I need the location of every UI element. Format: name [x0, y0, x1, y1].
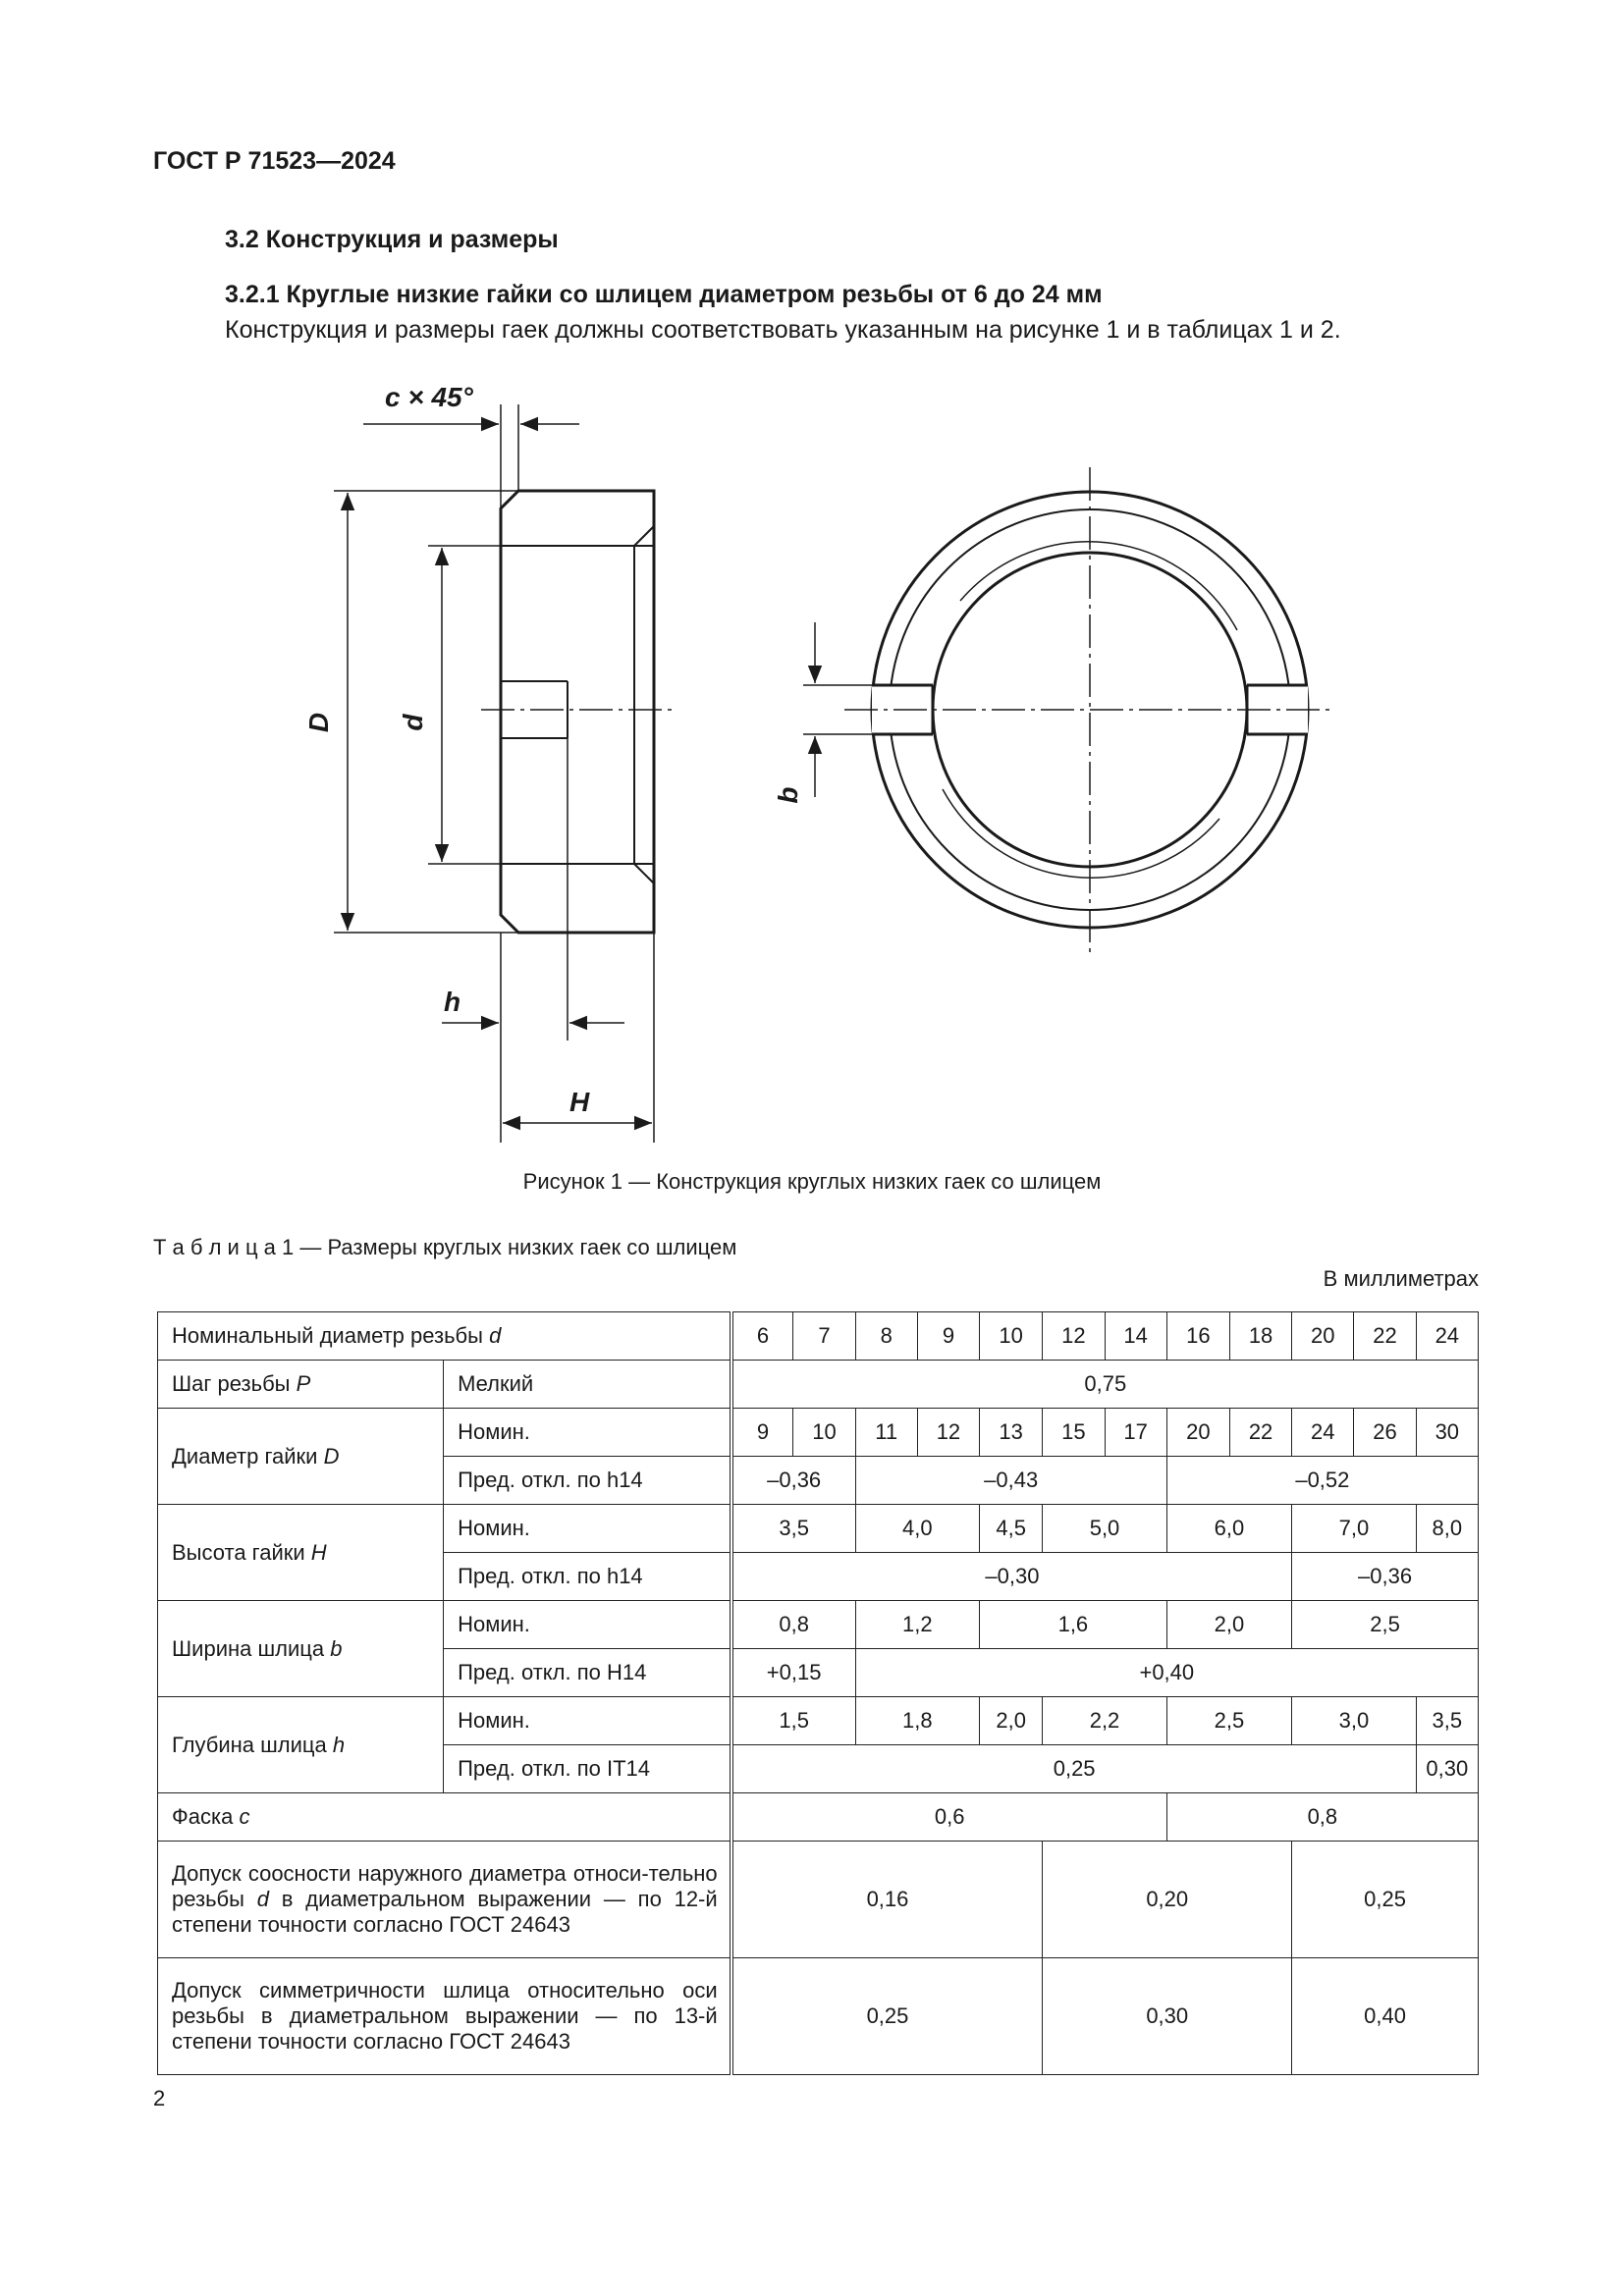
- row-sublabel: Номин.: [444, 1601, 731, 1649]
- table-cell: 8: [855, 1312, 917, 1361]
- table-cell: 30: [1416, 1409, 1478, 1457]
- table-cell: 0,30: [1043, 1958, 1292, 2075]
- table-cell: 10: [793, 1409, 855, 1457]
- table-cell: 16: [1166, 1312, 1229, 1361]
- table-cell: 2,5: [1166, 1697, 1291, 1745]
- table-cell: 7: [793, 1312, 855, 1361]
- cell-text: Высота гайки: [172, 1539, 305, 1565]
- row-h-nominal: [158, 1697, 1479, 1745]
- table-cell: 12: [1043, 1312, 1105, 1361]
- document-header: ГОСТ Р 71523—2024: [153, 147, 396, 175]
- side-view: [501, 491, 654, 933]
- table-cell: 14: [1105, 1312, 1166, 1361]
- table-cell: –0,52: [1166, 1457, 1478, 1505]
- table-cell: 3,5: [1416, 1697, 1478, 1745]
- table-cell: 5,0: [1043, 1505, 1166, 1553]
- label-D: D: [303, 712, 334, 733]
- table-cell: 0,25: [731, 1745, 1416, 1793]
- table-cell: 13: [980, 1409, 1043, 1457]
- table-cell: 1,5: [731, 1697, 855, 1745]
- table-cell: 6: [731, 1312, 793, 1361]
- figure-nut-drawing: [0, 373, 1624, 1158]
- table-cell: 1,6: [980, 1601, 1167, 1649]
- table-cell: +0,40: [855, 1649, 1478, 1697]
- variable-symbol: D: [323, 1443, 340, 1468]
- table-cell: 6,0: [1166, 1505, 1291, 1553]
- table-units: В миллиметрах: [1323, 1266, 1479, 1291]
- table-cell: +0,15: [731, 1649, 855, 1697]
- table-cell: –0,36: [1292, 1553, 1479, 1601]
- table-cell: 20: [1166, 1409, 1229, 1457]
- label-h: h: [444, 987, 461, 1017]
- table-cell: 3,5: [731, 1505, 855, 1553]
- table-cell: 11: [855, 1409, 917, 1457]
- table-cell: 0,40: [1292, 1958, 1479, 2075]
- front-view: [844, 467, 1335, 954]
- table-cell: 12: [917, 1409, 979, 1457]
- table-cell: 0,8: [731, 1601, 855, 1649]
- table-cell: 9: [917, 1312, 979, 1361]
- table-cell: 0,6: [731, 1793, 1167, 1842]
- table-cell: 24: [1416, 1312, 1478, 1361]
- table-cell: 22: [1354, 1312, 1416, 1361]
- row-pitch: [158, 1361, 1479, 1409]
- row-sublabel: Номин.: [444, 1409, 731, 1457]
- table-cell: 0,8: [1166, 1793, 1478, 1842]
- cell-text: Номинальный диаметр резьбы: [172, 1323, 483, 1348]
- row-coaxiality: [158, 1842, 1479, 1958]
- label-d: d: [398, 714, 428, 731]
- cell-text: Ширина шлица: [172, 1635, 325, 1661]
- row-sublabel: Мелкий: [444, 1361, 731, 1409]
- cell-text: Фаска: [172, 1804, 234, 1829]
- table-cell: 2,2: [1043, 1697, 1166, 1745]
- row-sublabel: Пред. откл. по H14: [444, 1649, 731, 1697]
- table-cell: 24: [1292, 1409, 1354, 1457]
- table-cell: 1,8: [855, 1697, 979, 1745]
- variable-symbol: d: [489, 1323, 502, 1348]
- cell-text: Глубина шлица: [172, 1732, 327, 1757]
- variable-symbol: P: [296, 1371, 311, 1396]
- table-cell: 18: [1229, 1312, 1291, 1361]
- table-cell: 0,20: [1043, 1842, 1292, 1958]
- row-label: [158, 1312, 731, 1361]
- table-cell: 7,0: [1292, 1505, 1416, 1553]
- label-b: b: [773, 786, 803, 804]
- table-cell: 0,75: [731, 1361, 1479, 1409]
- subsection-heading: 3.2.1 Круглые низкие гайки со шлицем диаметром резьбы от 6 до 24 мм: [225, 281, 1103, 308]
- dimensions-table: [157, 1311, 1479, 2075]
- table-cell: 3,0: [1292, 1697, 1416, 1745]
- table-cell: 8,0: [1416, 1505, 1478, 1553]
- row-D-nominal: [158, 1409, 1479, 1457]
- table-cell: 0,30: [1416, 1745, 1478, 1793]
- cell-text: Допуск соосности наружного диаметра относи-тельно резьбы: [172, 1861, 718, 1911]
- dimension-D: [334, 491, 518, 933]
- table-cell: 2,0: [1166, 1601, 1291, 1649]
- row-label: [158, 1409, 444, 1505]
- table-cell: 10: [980, 1312, 1043, 1361]
- row-symmetry: [158, 1958, 1479, 2075]
- body-paragraph: Конструкция и размеры гаек должны соответствовать указанным на рисунке 1 и в таблицах 1 и 2.: [225, 316, 1341, 344]
- table-cell: 15: [1043, 1409, 1105, 1457]
- variable-symbol: d: [256, 1887, 269, 1911]
- table-cell: 2,0: [980, 1697, 1043, 1745]
- label-chamfer: c × 45°: [385, 382, 473, 412]
- page-number: 2: [153, 2086, 166, 2110]
- dimension-chamfer: [363, 404, 579, 508]
- cell-text: Диаметр гайки: [172, 1443, 318, 1468]
- row-label: [158, 1842, 731, 1958]
- variable-symbol: h: [332, 1732, 346, 1757]
- section-heading: 3.2 Конструкция и размеры: [225, 226, 559, 253]
- table-cell: 9: [731, 1409, 793, 1457]
- row-sublabel: Пред. откл. по IT14: [444, 1745, 731, 1793]
- row-H-nominal: [158, 1505, 1479, 1553]
- table-cell: –0,30: [731, 1553, 1292, 1601]
- row-label: [158, 1361, 444, 1409]
- row-sublabel: Пред. откл. по h14: [444, 1553, 731, 1601]
- variable-symbol: c: [239, 1804, 250, 1829]
- row-sublabel: Номин.: [444, 1697, 731, 1745]
- cell-text: Шаг резьбы: [172, 1371, 291, 1396]
- table-cell: 22: [1229, 1409, 1291, 1457]
- dimension-h: [442, 738, 624, 1143]
- table-cell: 0,25: [731, 1958, 1043, 2075]
- table-cell: 2,5: [1292, 1601, 1479, 1649]
- variable-symbol: H: [310, 1539, 327, 1565]
- table-cell: 17: [1105, 1409, 1166, 1457]
- row-label: [158, 1697, 444, 1793]
- table-cell: 0,25: [1292, 1842, 1479, 1958]
- table-cell: 26: [1354, 1409, 1416, 1457]
- cell-text: в диаметральном выражении — по 12-й степени точности согласно ГОСТ 24643: [172, 1887, 718, 1937]
- dimension-d: [428, 546, 501, 864]
- row-nominal-diameter: [158, 1312, 1479, 1361]
- table-cell: –0,36: [731, 1457, 855, 1505]
- row-label: [158, 1601, 444, 1697]
- row-b-nominal: [158, 1601, 1479, 1649]
- label-H: H: [569, 1087, 590, 1117]
- row-sublabel: Номин.: [444, 1505, 731, 1553]
- table-cell: 4,5: [980, 1505, 1043, 1553]
- table-cell: 1,2: [855, 1601, 979, 1649]
- row-label: [158, 1505, 444, 1601]
- row-chamfer: [158, 1793, 1479, 1842]
- row-label: [158, 1793, 731, 1842]
- table-cell: 20: [1292, 1312, 1354, 1361]
- table-cell: –0,43: [855, 1457, 1166, 1505]
- row-label: Допуск симметричности шлица относительно оси резьбы в диаметральном выражении — по 13-й степени точности согласно ГОСТ 24643: [158, 1958, 731, 2075]
- table-cell: 4,0: [855, 1505, 979, 1553]
- table-caption: Т а б л и ц а 1 — Размеры круглых низких гаек со шлицем: [153, 1235, 737, 1259]
- variable-symbol: b: [330, 1635, 343, 1661]
- table-cell: 0,16: [731, 1842, 1043, 1958]
- figure-caption: Рисунок 1 — Конструкция круглых низких гаек со шлицем: [522, 1169, 1102, 1194]
- row-sublabel: Пред. откл. по h14: [444, 1457, 731, 1505]
